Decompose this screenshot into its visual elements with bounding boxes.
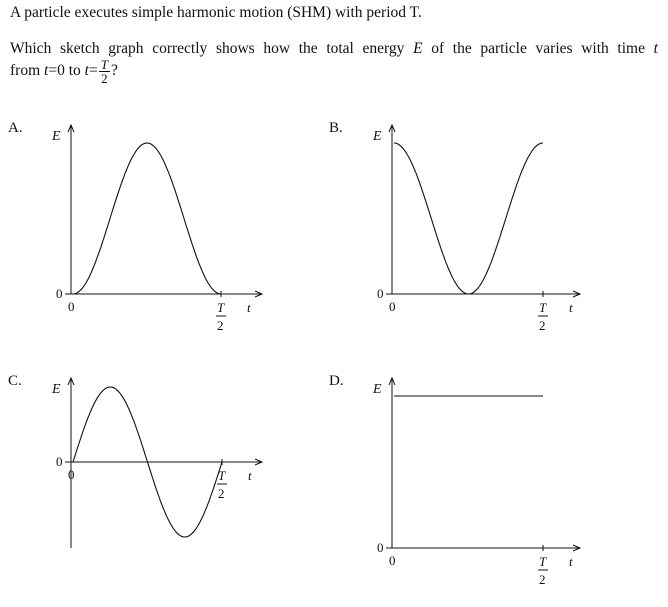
q2-word: E	[413, 40, 423, 57]
q3-t: t	[44, 62, 49, 80]
q2-word: of	[431, 40, 445, 57]
option-label: B.	[329, 120, 343, 136]
q2-word: the	[452, 40, 472, 57]
energy-curve	[394, 143, 543, 294]
q3-eq: =	[88, 62, 98, 80]
q2-word: varies	[535, 40, 573, 57]
q2-word: total	[326, 40, 354, 57]
y-axis-label: E	[373, 129, 382, 144]
x-origin-label: 0	[389, 553, 396, 568]
x-origin-label: 0	[68, 467, 75, 482]
y-axis-label: E	[52, 129, 61, 144]
tick-denominator: 2	[539, 572, 546, 587]
q2-word: correctly	[152, 40, 208, 57]
tick-numerator: T	[539, 300, 547, 315]
energy-curve	[73, 143, 221, 294]
option-label: D.	[329, 373, 344, 389]
q2-word: t	[653, 40, 658, 57]
tick-numerator: T	[218, 468, 226, 483]
q2-word: graph	[108, 40, 144, 57]
x-origin-label: 0	[68, 299, 75, 314]
y-origin-label: 0	[377, 540, 384, 555]
q2-word: particle	[480, 40, 527, 57]
q2-word: energy	[362, 40, 405, 57]
q2-word: how	[263, 40, 291, 57]
question-line-1: A particle executes simple harmonic motion (SHM) with period T.	[10, 4, 422, 21]
y-origin-label: 0	[377, 286, 384, 301]
y-axis-label: E	[373, 382, 382, 397]
option-label: A.	[8, 120, 23, 136]
q3-prefix: from	[10, 62, 41, 80]
q2-word: Which	[10, 40, 52, 57]
q3-frac-num: T	[100, 57, 108, 72]
x-axis-label: t	[248, 468, 252, 483]
q2-word: sketch	[59, 40, 100, 57]
tick-numerator: T	[217, 300, 225, 315]
q3-frac-den: 2	[101, 71, 108, 86]
x-axis-label: t	[247, 300, 251, 315]
y-origin-label: 0	[56, 286, 63, 301]
x-origin-label: 0	[389, 299, 396, 314]
tick-numerator: T	[539, 554, 547, 569]
tick-denominator: 2	[217, 318, 224, 333]
q3-suffix: ?	[110, 62, 118, 80]
tick-denominator: 2	[539, 318, 546, 333]
option-label: C.	[8, 373, 22, 389]
y-axis-label: E	[52, 382, 61, 397]
x-axis-label: t	[569, 554, 573, 569]
q2-word: shows	[215, 40, 255, 57]
q2-word: with	[581, 40, 609, 57]
q3-eq0: =0 to	[48, 62, 81, 80]
tick-denominator: 2	[218, 486, 225, 501]
y-origin-label: 0	[56, 454, 63, 469]
q3-t2: t	[84, 62, 89, 80]
x-axis-label: t	[569, 300, 573, 315]
q2-word: the	[298, 40, 318, 57]
q2-word: time	[617, 40, 645, 57]
